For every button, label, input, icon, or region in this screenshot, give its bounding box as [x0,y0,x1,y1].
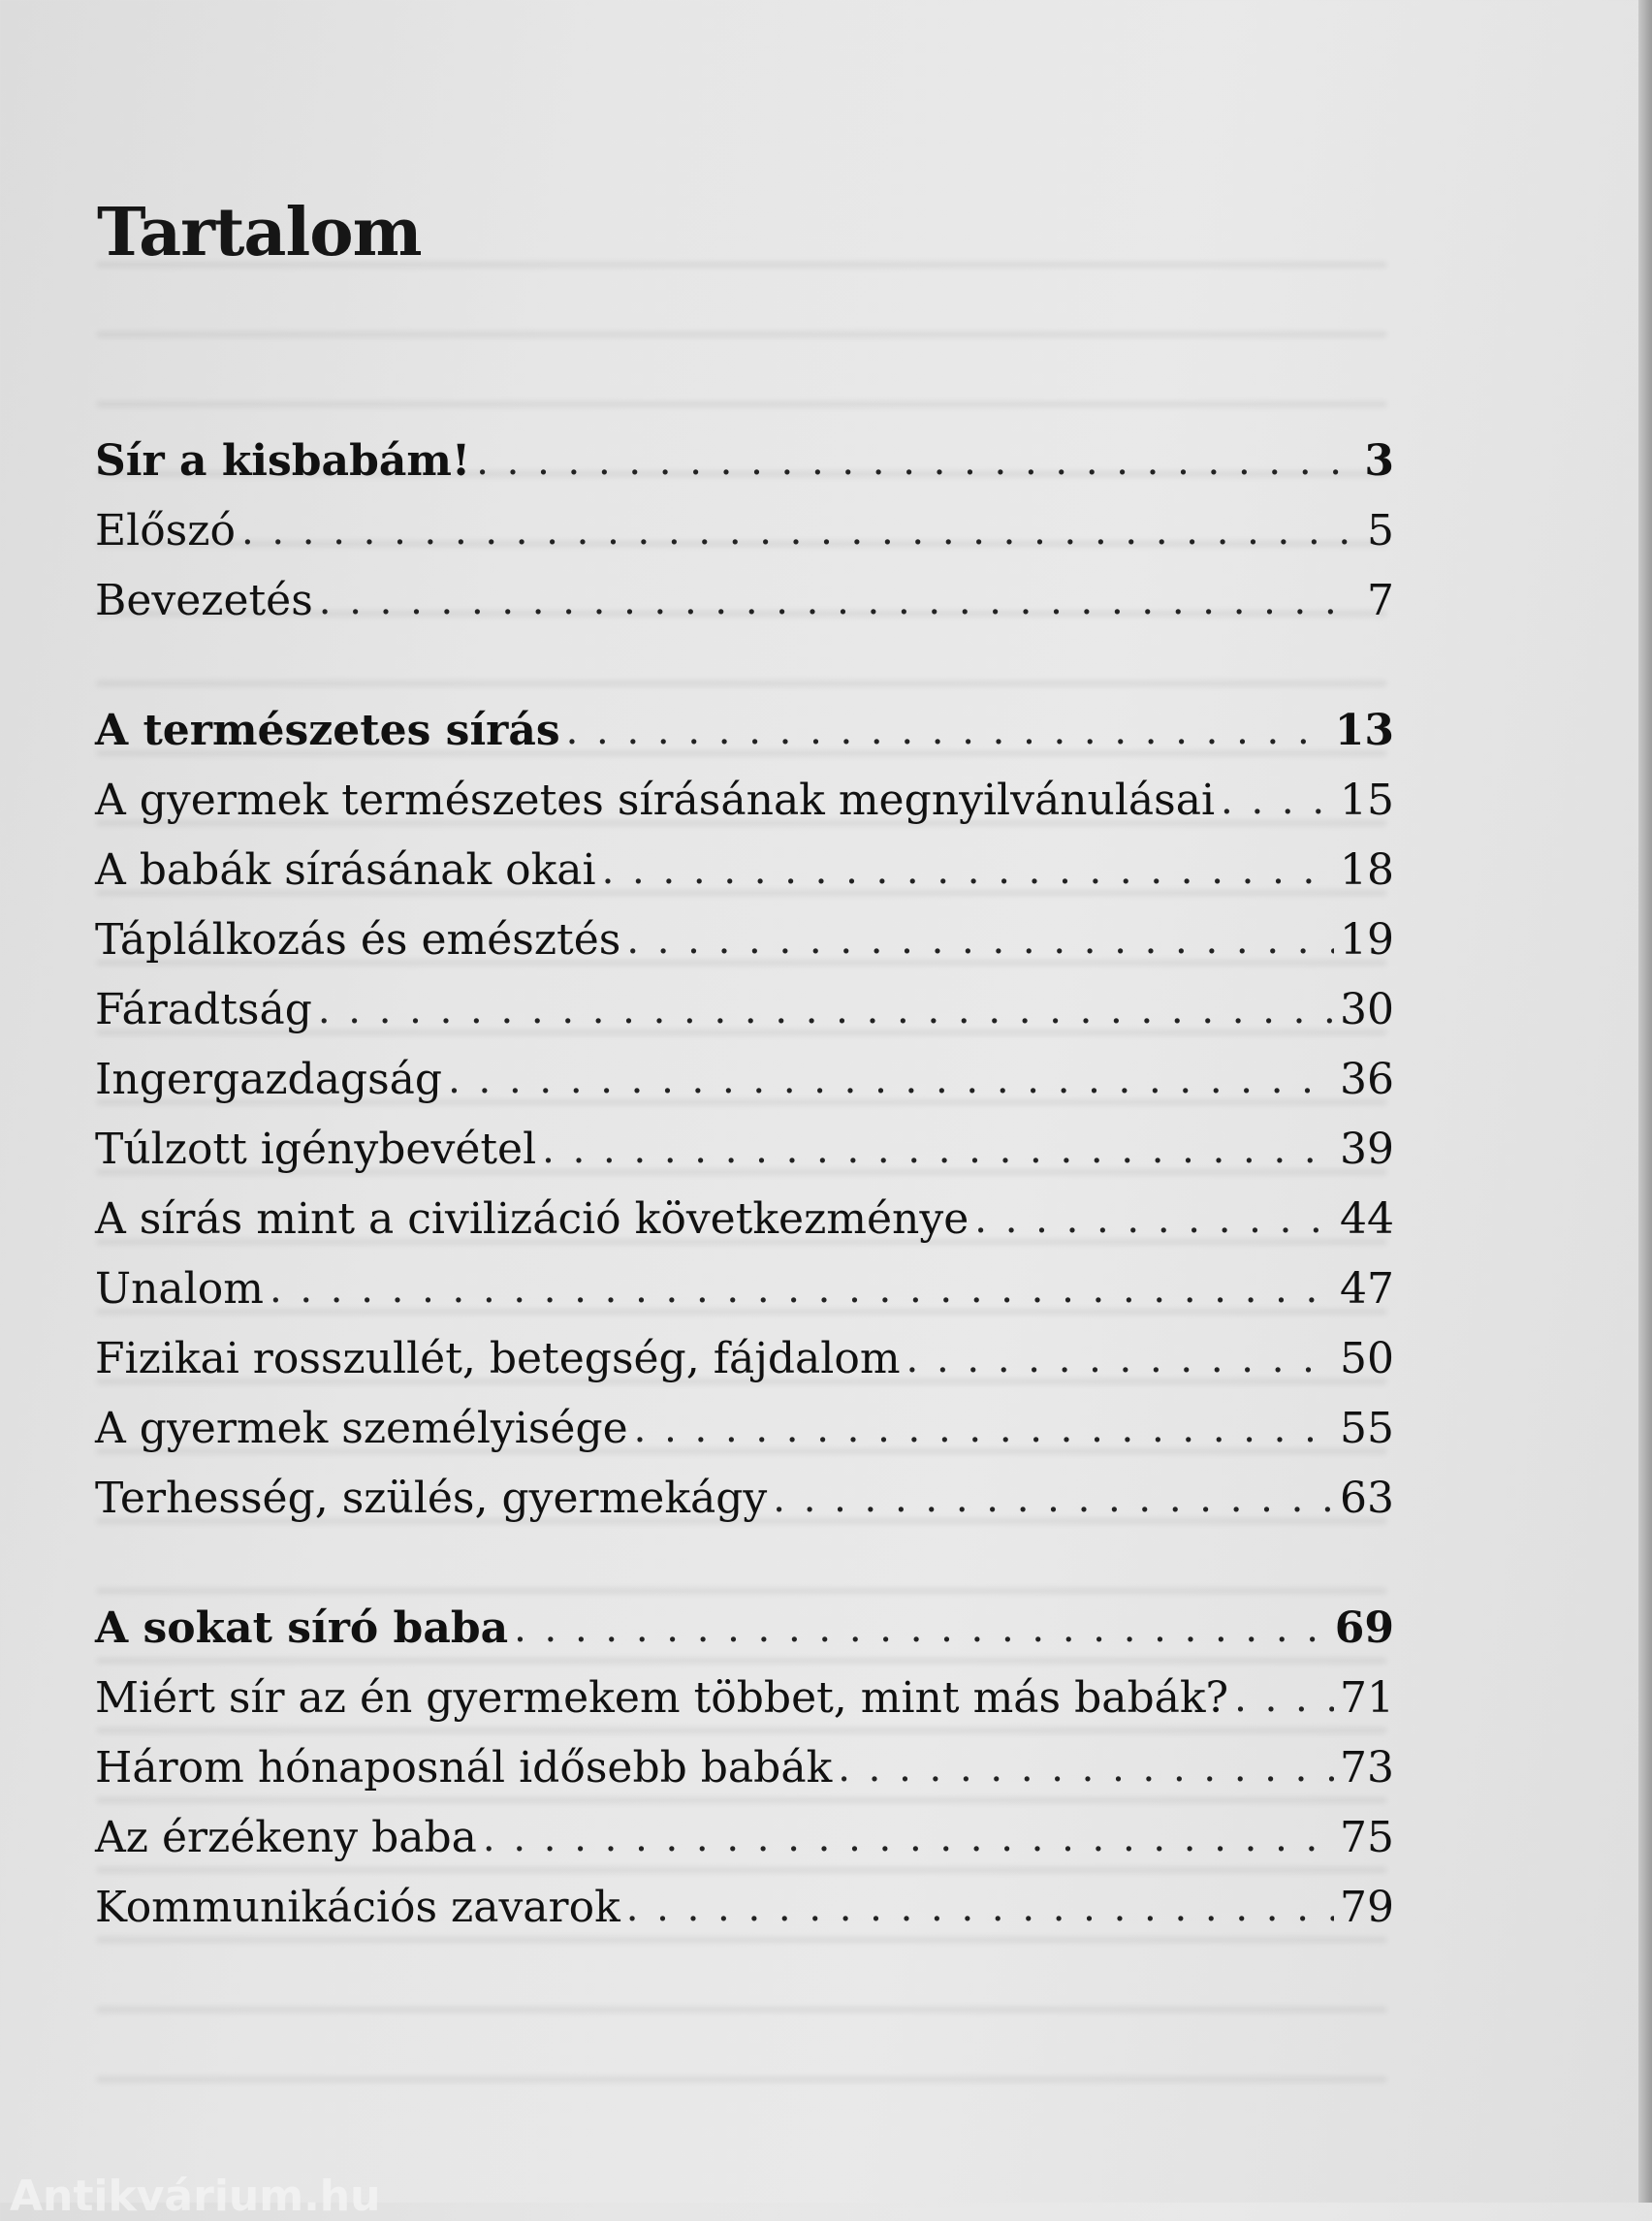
page-number: 13 [1334,706,1394,755]
entry-title: A sokat síró baba [95,1603,509,1653]
page-number: 63 [1340,1474,1394,1523]
entry-title: Előszó [95,506,236,555]
toc-entry [95,1664,1394,1733]
page-number: 50 [1340,1334,1394,1383]
page-number: 69 [1334,1603,1394,1653]
toc-entry [95,1394,1394,1464]
page-number: 15 [1340,776,1394,825]
dot-leader [318,975,1334,1045]
toc-entry [95,766,1394,836]
entry-title: Ingergazdagság [95,1055,443,1104]
entry-title: Fáradtság [95,985,312,1034]
watermark: Antikvárium.hu [10,2172,381,2221]
page-number: 44 [1340,1194,1394,1244]
entry-title: Terhesség, szülés, gyermekágy [95,1474,768,1523]
dot-leader [634,1394,1334,1464]
toc-section [95,1594,1394,1943]
dot-leader [241,496,1350,566]
entry-title: Túlzott igénybevétel [95,1125,537,1174]
page-title: Tartalom [97,194,422,271]
page-number: 36 [1340,1055,1394,1104]
toc-chapter-entry [95,1594,1394,1664]
entry-title: A gyermek személyisége [95,1404,628,1453]
dot-leader [566,696,1329,766]
toc-entry [95,1115,1394,1185]
page-number: 18 [1340,845,1394,895]
entry-title: Az érzékeny baba [95,1813,477,1862]
entry-title: A gyermek természetes sírásának megnyilvánulásai [95,776,1216,825]
dot-leader [773,1464,1334,1534]
toc-entry [95,975,1394,1045]
page-number: 30 [1340,985,1394,1034]
entry-title: Bevezetés [95,576,313,625]
toc-entry [95,566,1394,636]
toc-entry [95,1464,1394,1534]
page-number: 5 [1367,506,1394,555]
entry-title: Unalom [95,1264,264,1314]
page-number: 7 [1367,576,1394,625]
toc-entry [95,1873,1394,1943]
toc-section [95,696,1394,1534]
entry-title: Fizikai rosszullét, betegség, fájdalom [95,1334,901,1383]
toc-entry [95,1185,1394,1254]
entry-title: Kommunikációs zavarok [95,1883,620,1932]
toc-entry [95,496,1394,566]
dot-leader [974,1185,1334,1254]
toc-entry [95,905,1394,975]
page-number: 55 [1340,1404,1394,1453]
dot-leader [483,1803,1334,1873]
dot-leader [542,1115,1334,1185]
toc-entry [95,1733,1394,1803]
dot-leader [906,1324,1334,1394]
dot-leader [1234,1664,1334,1733]
table-of-contents [95,427,1394,2003]
toc-chapter-entry [95,696,1394,766]
entry-title: A babák sírásának okai [95,845,596,895]
entry-title: Sír a kisbabám! [95,436,471,486]
page-number: 19 [1340,915,1394,965]
dot-leader [602,836,1334,905]
toc-entry [95,1803,1394,1873]
dot-leader [476,427,1350,496]
dot-leader [626,1873,1334,1943]
page-edge [1638,0,1652,2203]
toc-chapter-entry [95,427,1394,496]
page-number: 75 [1340,1813,1394,1862]
dot-leader [319,566,1350,636]
dot-leader [270,1254,1334,1324]
dot-leader [626,905,1334,975]
toc-entry [95,1324,1394,1394]
entry-title: Három hónaposnál idősebb babák [95,1743,833,1793]
page-number: 73 [1340,1743,1394,1793]
page-number: 3 [1364,436,1394,486]
dot-leader [514,1594,1329,1664]
dot-leader [838,1733,1334,1803]
entry-title: A sírás mint a civilizáció következménye [95,1194,969,1244]
page-number: 39 [1340,1125,1394,1174]
dot-leader [448,1045,1334,1115]
toc-entry [95,1254,1394,1324]
toc-section [95,427,1394,636]
dot-leader [1221,766,1334,836]
entry-title: Táplálkozás és emésztés [95,915,621,965]
page-number: 47 [1340,1264,1394,1314]
toc-entry [95,836,1394,905]
entry-title: A természetes sírás [95,706,560,755]
entry-title: Miért sír az én gyermekem többet, mint más babák? [95,1673,1229,1723]
toc-entry [95,1045,1394,1115]
page-number: 71 [1340,1673,1394,1723]
page-number: 79 [1340,1883,1394,1932]
